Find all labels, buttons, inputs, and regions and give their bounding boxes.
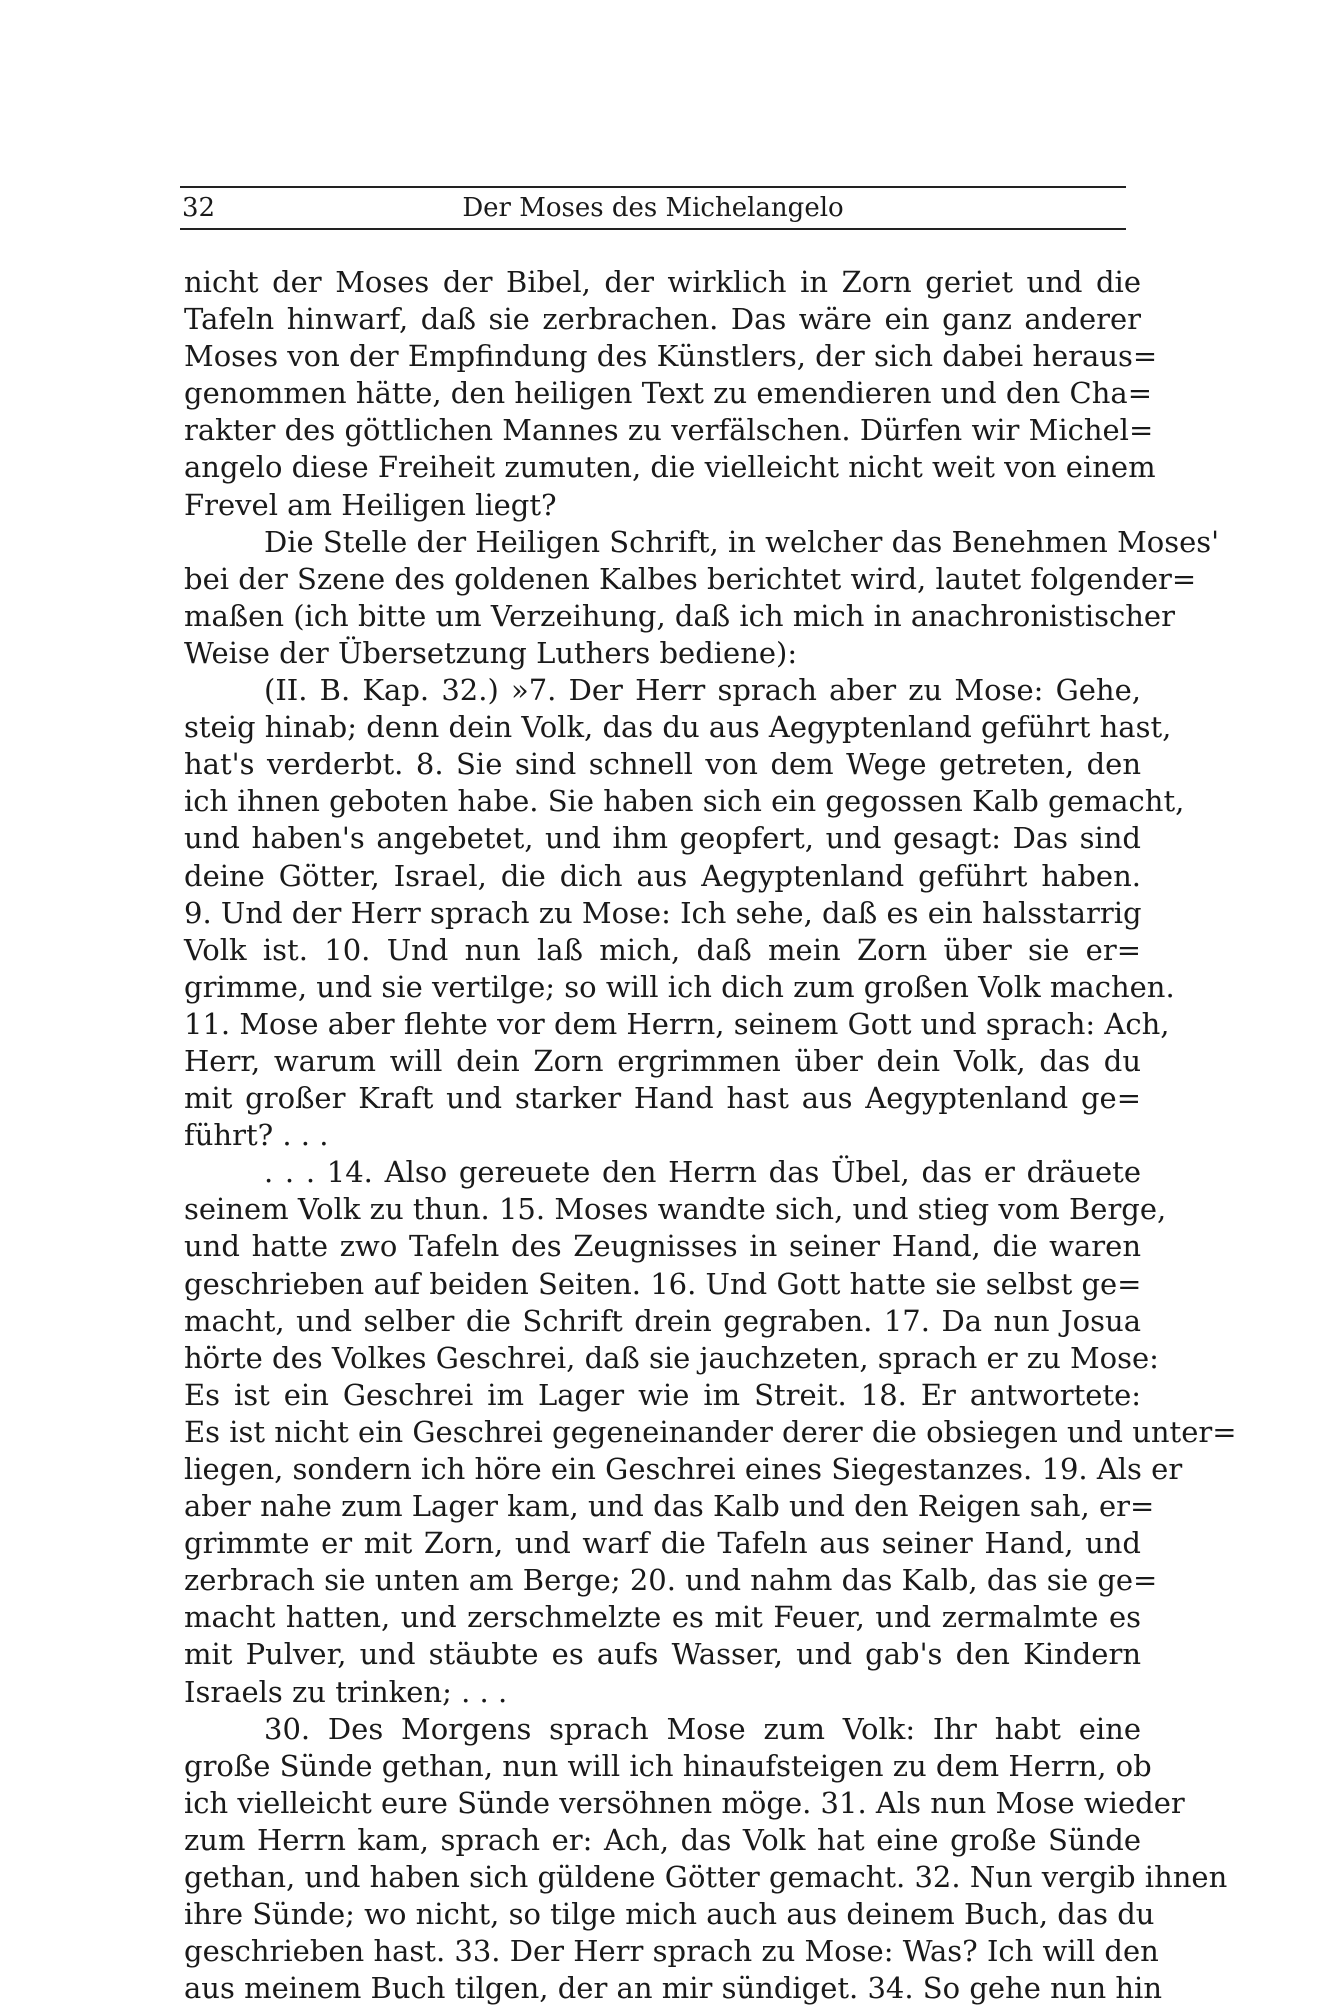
header-rule-bottom <box>180 228 1126 230</box>
text-line: 9. Und der Herr sprach zu Mose: Ich sehe, daß es ein halsstarrig <box>184 895 1142 930</box>
text-line: seinem Volk zu thun. 15. Moses wandte sich, und stieg vom Berge, <box>184 1192 1167 1227</box>
body-text <box>184 264 1237 2007</box>
text-line: zerbrach sie unten am Berge; 20. und nahm das Kalb, das sie ge= <box>184 1563 1158 1598</box>
text-line: Herr, warum will dein Zorn ergrimmen über dein Volk, das du <box>184 1043 1141 1078</box>
text-line: (II. B. Kap. 32.) »7. Der Herr sprach aber zu Mose: Gehe, <box>264 673 1141 708</box>
text-line: macht hatten, und zerschmelzte es mit Feuer, und zermalmte es <box>184 1600 1141 1635</box>
text-line: große Sünde gethan, nun will ich hinaufsteigen zu dem Herrn, ob <box>184 1748 1152 1783</box>
text-line: ich ihnen geboten habe. Sie haben sich ein gegossen Kalb gemacht, <box>184 784 1185 819</box>
text-line: aber nahe zum Lager kam, und das Kalb und den Reigen sah, er= <box>184 1489 1155 1524</box>
text-line: macht, und selber die Schrift drein gegraben. 17. Da nun Josua <box>184 1303 1141 1338</box>
header-rule-top <box>180 186 1126 188</box>
text-line: mit Pulver, und stäubte es aufs Wasser, und gab's den Kindern <box>184 1637 1141 1672</box>
text-line: Tafeln hinwarf, daß sie zerbrachen. Das wäre ein ganz anderer <box>184 302 1141 337</box>
text-line: nicht der Moses der Bibel, der wirklich in Zorn geriet und die <box>184 265 1141 299</box>
text-line: genommen hätte, den heiligen Text zu emendieren und den Cha= <box>184 376 1152 411</box>
text-line: Es ist ein Geschrei im Lager wie im Streit. 18. Er antwortete: <box>184 1377 1141 1412</box>
page-number: 32 <box>182 193 216 223</box>
text-line: hat's verderbt. 8. Sie sind schnell von dem Wege getreten, den <box>184 747 1141 782</box>
text-line: bei der Szene des goldenen Kalbes berichtet wird, lautet folgender= <box>184 561 1197 596</box>
text-line: ich vielleicht eure Sünde versöhnen möge. 31. Als nun Mose wieder <box>184 1785 1185 1820</box>
text-line: Volk ist. 10. Und nun laß mich, daß mein Zorn über sie er= <box>184 932 1141 967</box>
running-title: Der Moses des Michelangelo <box>462 193 844 223</box>
text-line: grimmte er mit Zorn, und warf die Tafeln aus seiner Hand, und <box>184 1526 1141 1561</box>
text-line: aus meinem Buch tilgen, der an mir sündiget. 34. So gehe nun hin <box>184 1971 1163 2006</box>
text-line: gethan, und haben sich güldene Götter gemacht. 32. Nun vergib ihnen <box>184 1860 1228 1895</box>
text-line: liegen, sondern ich höre ein Geschrei eines Siegestanzes. 19. Als er <box>184 1452 1183 1486</box>
text-line: Es ist nicht ein Geschrei gegeneinander derer die obsiegen und unter= <box>184 1414 1237 1449</box>
text-line: 11. Mose aber flehte vor dem Herrn, seinem Gott und sprach: Ach, <box>184 1006 1170 1041</box>
text-line: hörte des Volkes Geschrei, daß sie jauchzeten, sprach er zu Mose: <box>184 1340 1159 1375</box>
text-line: 30. Des Morgens sprach Mose zum Volk: Ihr habt eine <box>264 1711 1141 1746</box>
text-line: Frevel am Heiligen liegt? <box>184 487 557 522</box>
text-line: maßen (ich bitte um Verzeihung, daß ich mich in anachronistischer <box>184 598 1175 633</box>
text-line: grimme, und sie vertilge; so will ich dich zum großen Volk machen. <box>184 969 1175 1004</box>
text-line: zum Herrn kam, sprach er: Ach, das Volk hat eine große Sünde <box>184 1822 1141 1857</box>
text-line: deine Götter, Israel, die dich aus Aegyptenland geführt haben. <box>184 858 1141 893</box>
text-line: führt? . . . <box>184 1118 329 1153</box>
text-line: steig hinab; denn dein Volk, das du aus Aegyptenland geführt hast, <box>184 710 1172 745</box>
text-line: Moses von der Empfindung des Künstlers, der sich dabei heraus= <box>184 339 1158 374</box>
text-line: rakter des göttlichen Mannes zu verfälschen. Dürfen wir Michel= <box>184 413 1154 448</box>
text-line: und haben's angebetet, und ihm geopfert, und gesagt: Das sind <box>184 821 1141 856</box>
text-line: geschrieben hast. 33. Der Herr sprach zu Mose: Was? Ich will den <box>184 1934 1159 1969</box>
text-line: ihre Sünde; wo nicht, so tilge mich auch aus deinem Buch, das du <box>184 1897 1155 1932</box>
text-line: geschrieben auf beiden Seiten. 16. Und Gott hatte sie selbst ge= <box>184 1266 1142 1301</box>
text-line: Israels zu trinken; . . . <box>184 1674 508 1709</box>
text-line: mit großer Kraft und starker Hand hast aus Aegyptenland ge= <box>184 1081 1141 1116</box>
text-line: angelo diese Freiheit zumuten, die vielleicht nicht weit von einem <box>184 450 1156 485</box>
text-line: Die Stelle der Heiligen Schrift, in welcher das Benehmen Moses' <box>264 524 1220 559</box>
text-line: . . . 14. Also gereuete den Herrn das Übel, das er dräuete <box>264 1155 1141 1190</box>
text-line: Weise der Übersetzung Luthers bediene): <box>184 635 798 670</box>
text-line: und hatte zwo Tafeln des Zeugnisses in seiner Hand, die waren <box>184 1229 1141 1264</box>
